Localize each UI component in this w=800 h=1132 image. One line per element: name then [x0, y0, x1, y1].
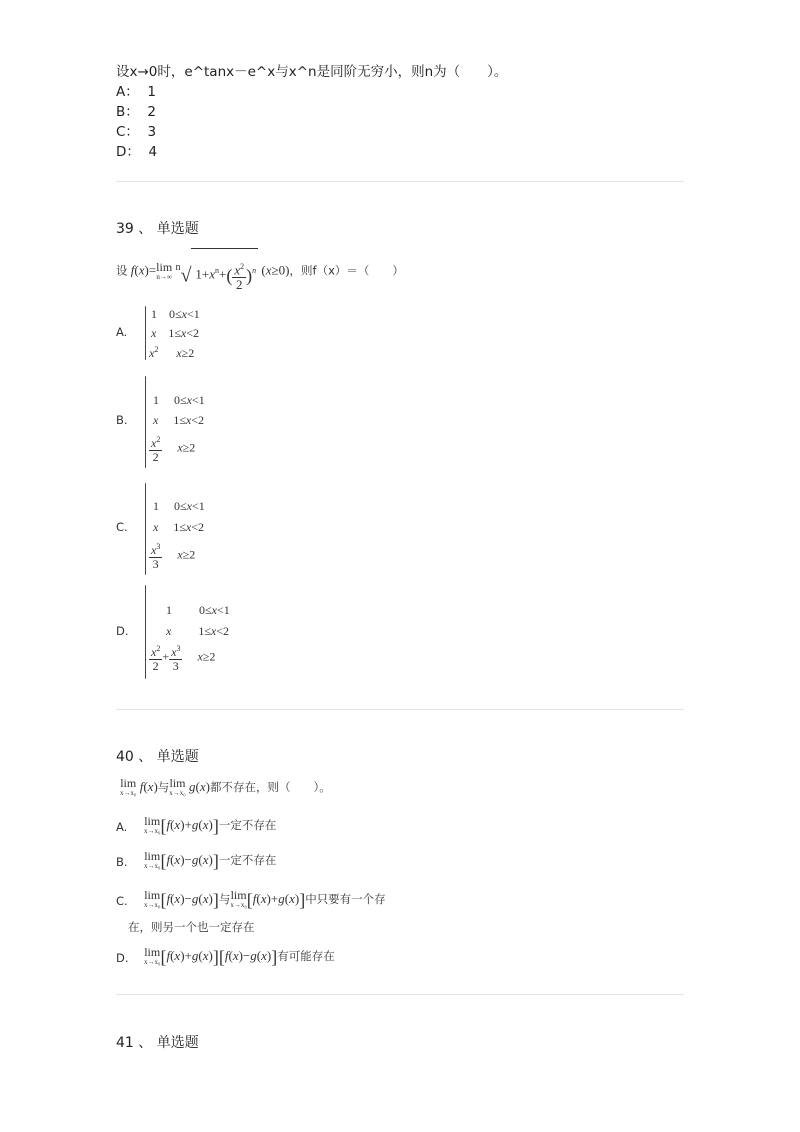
- piece-row: $\frac{x^2}{2}$ + $\frac{x^3}{3}$ x≥2: [151, 644, 216, 673]
- question-40-option-d[interactable]: lim x→x₀ [f(x)+g(x)][f(x)−g(x)]有可能存在: [144, 945, 335, 968]
- piece-row: 1 0≤x<1: [151, 307, 200, 321]
- question-39-option-a-label[interactable]: A.: [116, 325, 128, 339]
- question-38-option-c[interactable]: C： 3: [116, 124, 157, 140]
- question-38-stem: 设x→0时，e^tanx－e^x与x^n是同阶无穷小，则n为（ ）。: [116, 64, 508, 80]
- piece-row: 1 0≤x<1: [153, 393, 205, 407]
- question-40-option-d-text: 有可能存在: [277, 949, 335, 963]
- question-39-stem: 设 f(x)= lim n→∞ $^n$√ $1+x^n+$( $\frac{x^2}{2}$ )$^n$ (x≥0)，则f（x）＝（ ）: [116, 248, 404, 288]
- question-39-option-b-label[interactable]: B.: [116, 413, 128, 427]
- question-39-option-d-brace: [145, 585, 146, 679]
- question-39-option-c-label[interactable]: C.: [116, 520, 128, 534]
- question-38: [116, 62, 507, 162]
- question-41-heading: 41 、 单选题: [116, 1035, 199, 1051]
- question-40-option-c-mid: 与: [218, 892, 231, 906]
- question-40-option-a-label[interactable]: A.: [116, 820, 128, 834]
- piece-row: $\frac{x^2}{2}$ x≥2: [151, 435, 196, 464]
- piece-row: $\frac{x^3}{3}$ x≥2: [151, 542, 196, 571]
- question-40-heading: 40 、 单选题: [116, 749, 199, 765]
- question-39-option-b-brace: [145, 376, 146, 468]
- question-39-heading: 39 、 单选题: [116, 221, 199, 237]
- question-40-option-c-label[interactable]: C.: [116, 894, 128, 908]
- question-40-option-b-text: 一定不存在: [218, 853, 277, 867]
- question-40-option-b[interactable]: lim x→x₀ [f(x)−g(x)]一定不存在: [144, 849, 277, 872]
- question-40-option-c-line2: 在，则另一个也一定存在: [128, 920, 255, 934]
- question-38-option-b[interactable]: B： 2: [116, 104, 156, 120]
- divider: [116, 709, 684, 710]
- question-40-stem: lim x→x₀ f(x)与 lim x→x₀ g(x)都不存在，则（ ）。: [120, 776, 331, 798]
- question-40-stem-suffix: 都不存在，则（ ）。: [209, 780, 331, 794]
- question-40-option-d-label[interactable]: D.: [116, 951, 129, 965]
- piece-row: 1 0≤x<1: [166, 603, 230, 617]
- question-38-option-d[interactable]: D： 4: [116, 144, 158, 160]
- piece-row: x 1≤x<2: [166, 624, 230, 638]
- piece-row: x 1≤x<2: [153, 413, 205, 427]
- question-39-option-a-brace: [145, 306, 146, 360]
- divider: [116, 994, 684, 995]
- question-40-option-a[interactable]: lim x→x₀ [f(x)+g(x)]一定不存在: [144, 814, 277, 837]
- question-39-stem-suffix: ，则f（x）＝（ ）: [289, 263, 404, 278]
- question-39-stem-prefix: 设: [116, 263, 128, 278]
- piece-row: x 1≤x<2: [153, 520, 205, 534]
- question-40-option-b-label[interactable]: B.: [116, 855, 128, 869]
- question-39-option-c-brace: [145, 483, 146, 575]
- question-40-option-a-text: 一定不存在: [218, 818, 277, 832]
- question-40-stem-mid: 与: [157, 780, 170, 794]
- piece-row: $x^2$ x≥2: [149, 345, 195, 360]
- question-40-option-c[interactable]: lim x→x₀ [f(x)−g(x)]与 lim x→x₀ [f(x)+g(x)]中只要有一个存: [144, 888, 386, 911]
- piece-row: x 1≤x<2: [151, 326, 200, 340]
- question-38-option-a[interactable]: A： 1: [116, 84, 156, 100]
- piece-row: 1 0≤x<1: [153, 499, 205, 513]
- question-39-option-d-label[interactable]: D.: [116, 624, 129, 638]
- divider: [116, 181, 684, 182]
- question-40-option-c-text: 中只要有一个存: [305, 892, 386, 906]
